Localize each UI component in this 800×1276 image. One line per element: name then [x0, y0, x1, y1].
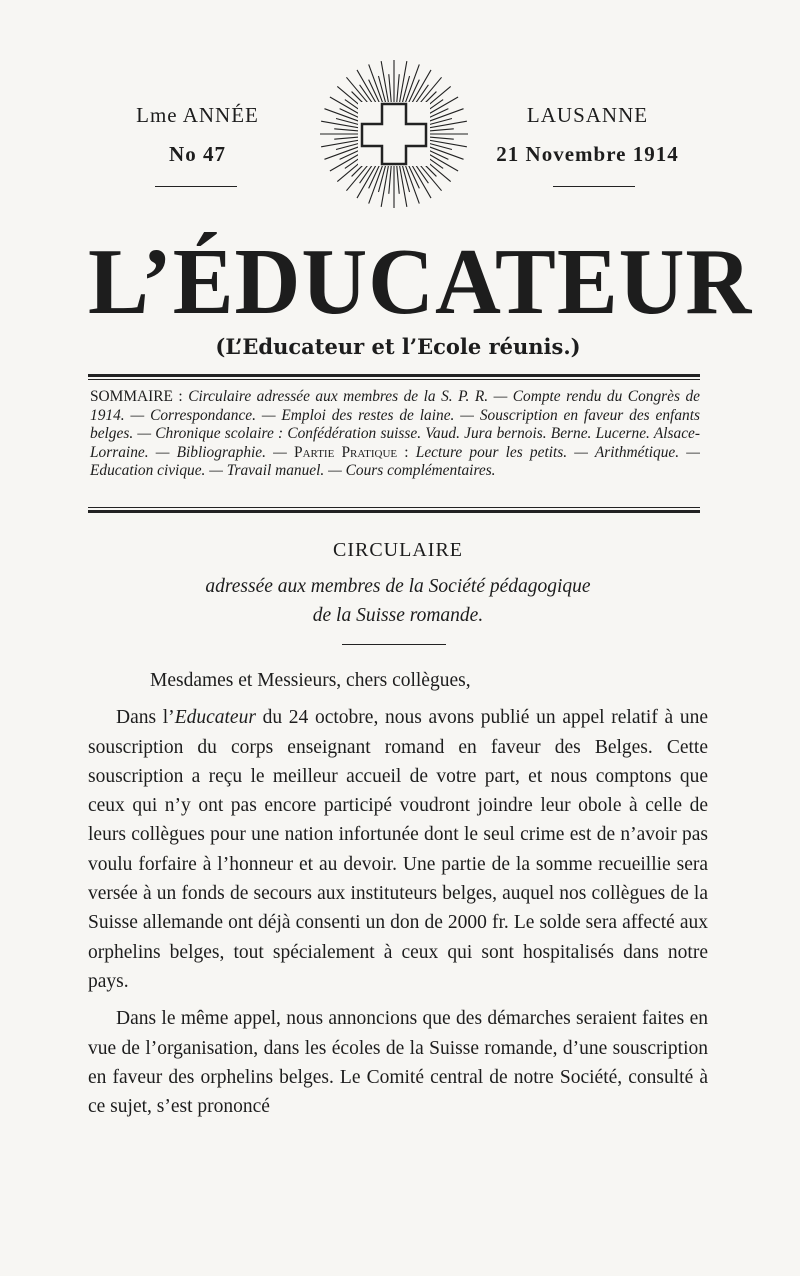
issue-date: 21 Novembre 1914	[496, 142, 679, 166]
article-subtitle-line2: de la Suisse romande.	[312, 605, 484, 626]
paragraph-rest: du 24 octobre, nous avons publié un appel relatif à une souscription du corps enseignant romand en faveur des Belges. Cette souscription a reçu le meilleur accueil de votre part, et nous comptons que ceux qui n’y ont pas encore participé voudront joindre leur obole à celle de leurs collègues pour une nation infortunée dont le seul crime est de n’avoir pas voulu forfaire à l’honneur et au devoir. Une partie de la somme recueillie sera versée à un fonds de secours aux instituteurs belges, auquel nos collègues de la Suisse allemande ont déjà consenti un don de 2000 fr. Le solde sera affecté aux orphelins belges, tout spécialement à ceux qui sont hospitalisés dans notre pays.	[88, 707, 708, 992]
sommaire-practical-items: Lecture pour les petits. — Arithmétique. — Education civique. — Travail manuel. — Cours complémentaires.	[90, 443, 700, 480]
journal-title: L’ÉDUCATEUR	[88, 230, 753, 334]
article-subtitle-line1: adressée aux membres de la Société pédagogique	[205, 576, 591, 597]
left-rule	[155, 186, 237, 187]
partie-pratique-label: Partie Pratique :	[294, 443, 409, 461]
article-body	[88, 666, 708, 1121]
year-label: Lme ANNÉE	[136, 103, 259, 127]
sommaire-label: SOMMAIRE :	[90, 388, 183, 405]
paragraph: Dans le même appel, nous annoncions que des démarches seraient faites en vue de l’organisation, dans les écoles de la Suisse romande, d’une souscription en faveur des orphelins belges. Le Comité central de notre Société, consulté à ce sujet, s’est prononcé	[88, 1008, 708, 1118]
paragraph-start: Dans l’	[116, 707, 175, 729]
city-label: LAUSANNE	[526, 103, 649, 127]
journal-subtitle: (L’Educateur et l’Ecole réunis.)	[215, 334, 581, 359]
swiss-cross-sunburst-icon	[318, 58, 470, 210]
right-rule	[553, 186, 635, 187]
journal-name-italic: Educateur	[174, 707, 256, 729]
article-divider	[342, 644, 446, 645]
issue-number: No 47	[169, 142, 226, 166]
article-subtitle	[88, 572, 708, 630]
top-double-rule	[88, 374, 700, 380]
place-date-block	[470, 103, 705, 167]
paragraph	[88, 703, 708, 996]
article-title: CIRCULAIRE	[333, 539, 463, 561]
bottom-double-rule	[88, 507, 700, 513]
salutation: Mesdames et Messieurs, chers collègues,	[150, 670, 471, 691]
table-of-contents	[90, 388, 700, 481]
sommaire-items: Circulaire adressée aux membres de la S. P. R. — Compte rendu du Congrès de 1914. — Correspondance. — Emploi des restes de laine. — Souscription en faveur des enfants belges. — Chronique scolaire : Confédération suisse. Vaud. Jura bernois. Berne. Lucerne. Alsace-Lorraine. — Bibliographie. —	[90, 388, 700, 461]
year-issue-block	[115, 103, 280, 167]
